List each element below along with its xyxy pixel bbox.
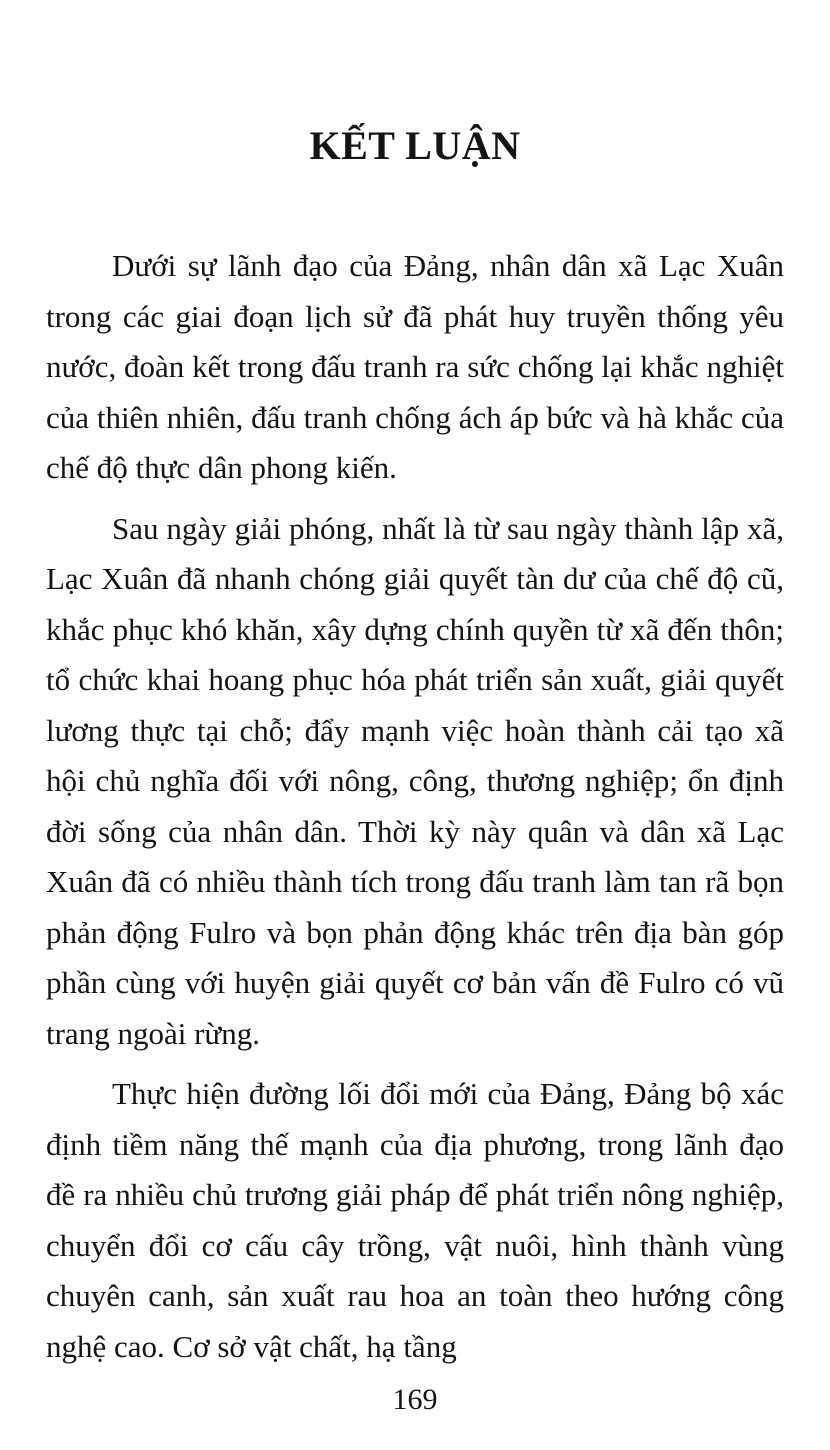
- paragraph-2: Sau ngày giải phóng, nhất là từ sau ngày thành lập xã, Lạc Xuân đã nhanh chóng giải quyết tàn dư của chế độ cũ, khắc phục khó khăn, xây dựng chính quyền từ xã đến thôn; tổ chức khai hoang phục hóa phát triển sản xuất, giải quyết lương thực tại chỗ; đẩy mạnh việc hoàn thành cải tạo xã hội chủ nghĩa đối với nông, công, thương nghiệp; ổn định đời sống của nhân dân. Thời kỳ này quân và dân xã Lạc Xuân đã có nhiều thành tích trong đấu tranh làm tan rã bọn phản động Fulro và bọn phản động khác trên địa bàn góp phần cùng với huyện giải quyết cơ bản vấn đề Fulro có vũ trang ngoài rừng.: [46, 510, 784, 1051]
- page-number: 169: [392, 1383, 438, 1416]
- paragraph-3: Thực hiện đường lối đổi mới của Đảng, Đảng bộ xác định tiềm năng thế mạnh của địa phương, trong lãnh đạo đề ra nhiều chủ trương giải pháp để phát triển nông nghiệp, chuyển đổi cơ cấu cây trồng, vật nuôi, hình thành vùng chuyên canh, sản xuất rau hoa an toàn theo hướng công nghệ cao. Cơ sở vật chất, hạ tầng: [46, 1076, 784, 1364]
- body-text: [46, 241, 784, 1382]
- paragraph-1: Dưới sự lãnh đạo của Đảng, nhân dân xã Lạc Xuân trong các giai đoạn lịch sử đã phát huy truyền thống yêu nước, đoàn kết trong đấu tranh ra sức chống lại khắc nghiệt của thiên nhiên, đấu tranh chống ách áp bức và hà khắc của chế độ thực dân phong kiến.: [46, 248, 784, 485]
- page-title: KẾT LUẬN: [309, 123, 521, 168]
